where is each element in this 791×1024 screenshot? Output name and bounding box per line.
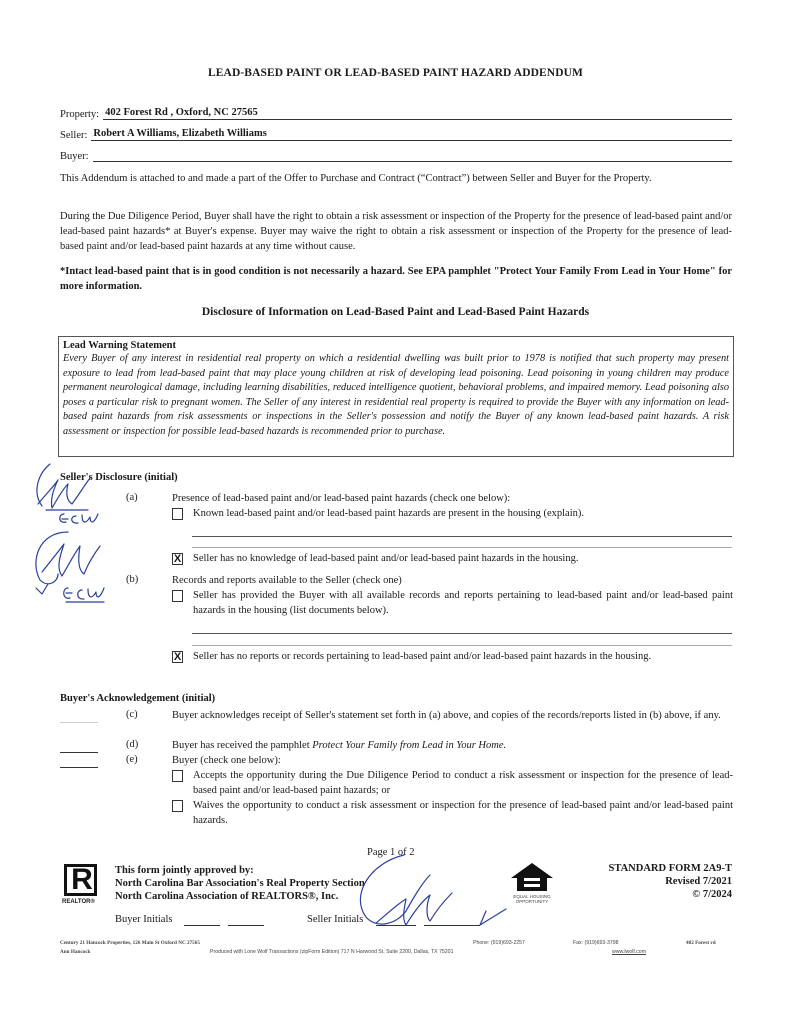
epa-note: *Intact lead-based paint that is in good condition is not necessarily a hazard. See EPA pamphlet "Protect Your Family From Lead in Your Home" for more information. bbox=[60, 266, 732, 292]
form-revised: Revised 7/2021 bbox=[665, 876, 732, 887]
property-field bbox=[60, 106, 732, 120]
seller-initials-label: Seller Initials bbox=[307, 914, 364, 925]
item-a-text: Presence of lead-based paint and/or lead-based paint hazards (check one below): bbox=[172, 493, 511, 504]
documents-line-2[interactable] bbox=[192, 645, 732, 646]
item-a-letter: (a) bbox=[126, 492, 138, 503]
form-id: STANDARD FORM 2A9-T bbox=[608, 863, 732, 874]
buyer-ack-heading: Buyer's Acknowledgement (initial) bbox=[60, 693, 216, 704]
footer-seller-signature bbox=[340, 845, 510, 935]
buyer-value[interactable] bbox=[93, 148, 732, 162]
website-link[interactable]: www.lwolf.com bbox=[612, 949, 647, 955]
property-value[interactable]: 402 Forest Rd , Oxford, NC 27565 bbox=[103, 106, 732, 120]
fax-number: Fax: (919)693-3798 bbox=[573, 940, 619, 946]
due-diligence-paragraph: During the Due Diligence Period, Buyer shall have the right to obtain a risk assessment or inspection of the Property for the presence of lead-based paint and/or lead-based paint hazards* at Buyer's expense. Buyer may waive the right to obtain a risk assessment or inspection of the Property for the presence of lead-based paint and/or lead-based paint hazards at any time without cause. bbox=[60, 211, 732, 252]
checkbox-accept-inspection[interactable] bbox=[172, 770, 183, 782]
lead-warning-body: Every Buyer of any interest in residential real property on which a residential dwelling was built prior to 1978 is notified that such property may present exposure to lead from lead-based paint that may place young children at risk of developing lead poisoning. Lead poisoning in young children may produce permanent neurological damage, including learning disabilities, reduced intelligence quotient, behavioral problems, and impaired memory. Lead poisoning also poses a particular risk to pregnant women. The Seller of any interest in residential real property is required to provide the Buyer with any information on lead-based paint hazards from risk assessments or inspections in the Seller's possession and notify the Buyer of any known lead-based paint hazards. A risk assessment or inspection for possible lead-based hazards is recommended prior to purchase. bbox=[63, 353, 729, 437]
initials-a-signature bbox=[37, 464, 98, 523]
approval-line-1: This form jointly approved by: bbox=[115, 865, 254, 876]
property-label: Property: bbox=[60, 109, 100, 120]
phone-number: Phone: (919)693-2257 bbox=[473, 940, 525, 946]
file-name: 402 Forest rd bbox=[686, 940, 716, 946]
checkbox-known-lead[interactable] bbox=[172, 508, 183, 520]
form-id-block bbox=[560, 862, 732, 901]
option-waive-inspection-label: Waives the opportunity to conduct a risk assessment or inspection for the presence of lead-based paint and/or lead-based paint hazards. bbox=[193, 800, 733, 826]
buyer-initial-c[interactable] bbox=[60, 722, 98, 723]
item-d-letter: (d) bbox=[126, 739, 139, 750]
checkbox-records-provided[interactable] bbox=[172, 590, 183, 602]
seller-value[interactable]: Robert A Williams, Elizabeth Williams bbox=[91, 127, 732, 141]
lead-warning-box bbox=[58, 336, 734, 457]
approval-line-3: North Carolina Association of REALTORS®, Inc. bbox=[115, 891, 339, 902]
explain-line[interactable] bbox=[192, 536, 732, 537]
buyer-initials-line-2[interactable] bbox=[228, 925, 264, 926]
option-known-lead-label: Known lead-based paint and/or lead-based paint hazards are present in the housing (explain). bbox=[193, 508, 584, 519]
option-no-records-label: Seller has no reports or records pertaining to lead-based paint and/or lead-based paint hazards in the housing. bbox=[193, 651, 652, 662]
item-c-letter: (c) bbox=[126, 709, 138, 720]
checkbox-no-records[interactable]: X bbox=[173, 651, 182, 663]
documents-line[interactable] bbox=[192, 633, 732, 634]
item-e-letter: (e) bbox=[126, 754, 138, 765]
seller-disclosure-heading: Seller's Disclosure (initial) bbox=[60, 472, 178, 483]
document-title: LEAD-BASED PAINT OR LEAD-BASED PAINT HAZARD ADDENDUM bbox=[208, 67, 583, 79]
equal-housing-text: EQUAL HOUSING OPPORTUNITY bbox=[513, 894, 551, 904]
form-copyright: © 7/2024 bbox=[692, 889, 732, 900]
approval-line-2: North Carolina Bar Association's Real Property Section bbox=[115, 878, 365, 889]
realtor-logo-text: REALTOR® bbox=[62, 899, 95, 905]
explain-line-2[interactable] bbox=[192, 547, 732, 548]
item-c-text: Buyer acknowledges receipt of Seller's statement set forth in (a) above, and copies of the records/reports listed in (b) above, if any. bbox=[172, 710, 721, 721]
seller-label: Seller: bbox=[60, 130, 88, 141]
produced-by: Produced with Lone Wolf Transactions (zipForm Edition) 717 N Harwood St, Suite 2200, Dallas, TX 75201 bbox=[210, 949, 454, 955]
buyer-label: Buyer: bbox=[60, 151, 89, 162]
item-d-prefix: Buyer has received the pamphlet bbox=[172, 740, 313, 751]
agent-name: Ann Hancock bbox=[60, 949, 91, 955]
intro-paragraph: This Addendum is attached to and made a part of the Offer to Purchase and Contract (“Contract”) between Seller and Buyer for the Property. bbox=[60, 173, 652, 184]
page-number: Page 1 of 2 bbox=[367, 847, 415, 858]
item-b-letter: (b) bbox=[126, 574, 139, 585]
item-d-text bbox=[172, 738, 732, 753]
seller-initials-signatures bbox=[28, 462, 128, 612]
seller-field bbox=[60, 127, 732, 141]
buyer-initial-d[interactable] bbox=[60, 752, 98, 753]
brokerage-line: Century 21 Hancock Properties, 126 Main St Oxford NC 27565 bbox=[60, 940, 200, 946]
realtor-logo-letter: R bbox=[71, 864, 93, 896]
disclosure-title: Disclosure of Information on Lead-Based Paint and Lead-Based Paint Hazards bbox=[201, 306, 590, 318]
checkbox-no-knowledge[interactable]: X bbox=[173, 553, 182, 565]
option-records-provided-label: Seller has provided the Buyer with all available records and reports pertaining to lead-based paint and/or lead-based paint hazards in the housing (list documents below). bbox=[193, 590, 733, 616]
equal-housing-icon bbox=[509, 862, 555, 892]
item-e-text: Buyer (check one below): bbox=[172, 755, 281, 766]
item-b-text: Records and reports available to the Seller (check one) bbox=[172, 575, 402, 586]
buyer-initials-label: Buyer Initials bbox=[115, 914, 173, 925]
pamphlet-title: Protect Your Family from Lead in Your Home. bbox=[312, 740, 507, 751]
checkbox-waive-inspection[interactable] bbox=[172, 800, 183, 812]
buyer-initials-line-1[interactable] bbox=[184, 925, 220, 926]
option-no-knowledge-label: Seller has no knowledge of lead-based paint and/or lead-based paint hazards in the housing. bbox=[193, 553, 579, 564]
option-accept-inspection-label: Accepts the opportunity during the Due Diligence Period to conduct a risk assessment or inspection for the presence of lead-based paint and/or lead-based paint hazards; or bbox=[193, 770, 733, 796]
approval-block bbox=[115, 864, 365, 903]
buyer-initial-e[interactable] bbox=[60, 767, 98, 768]
realtor-logo-icon bbox=[64, 864, 97, 896]
initials-b-signature bbox=[36, 532, 104, 602]
lead-warning-title: Lead Warning Statement bbox=[63, 340, 176, 351]
buyer-field bbox=[60, 148, 732, 162]
